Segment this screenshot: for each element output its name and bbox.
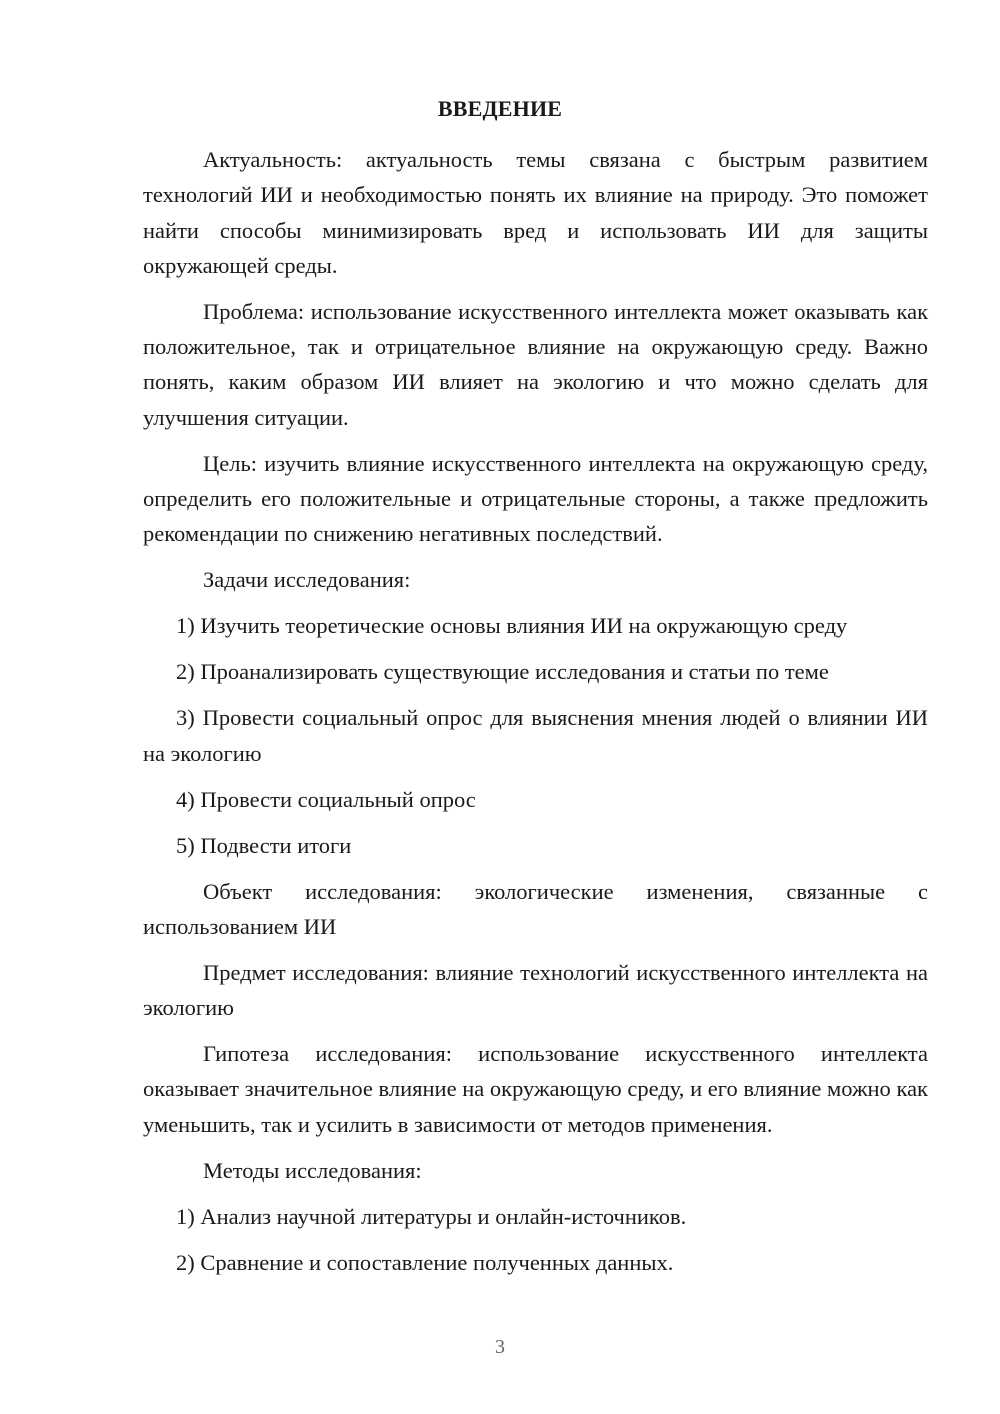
method-item: 2) Сравнение и сопоставление полученных данных. [176, 1249, 674, 1275]
task-item: 4) Провести социальный опрос [176, 786, 476, 812]
paragraph-problem: Проблема: использование искусственного интеллекта может оказывать как положительное, так и отрицательное влияние на окружающую среду. Важно понять, каким образом ИИ влияет на экологию и что можно сделать для улучшения ситуации. [143, 298, 928, 430]
methods-heading: Методы исследования: [203, 1157, 422, 1183]
document-body [143, 142, 928, 1291]
task-item: 2) Проанализировать существующие исследования и статьи по теме [176, 659, 829, 685]
page-number: 3 [495, 1336, 505, 1358]
tasks-heading: Задачи исследования: [203, 567, 411, 593]
paragraph-object: Объект исследования: экологические изменения, связанные с использованием ИИ [143, 878, 928, 939]
task-item: 1) Изучить теоретические основы влияния ИИ на окружающую среду [176, 613, 848, 639]
paragraph-hypothesis: Гипотеза исследования: использование искусственного интеллекта оказывает значительное влияние на окружающую среду, и его влияние можно как уменьшить, так и усилить в зависимости от методов применения. [143, 1041, 928, 1137]
paragraph-relevance: Актуальность: актуальность темы связана с быстрым развитием технологий ИИ и необходимостью понять их влияние на природу. Это поможет найти способы минимизировать вред и использовать ИИ для защиты окружающей среды. [143, 147, 928, 278]
task-item: 5) Подвести итоги [176, 832, 352, 858]
page-title: ВВЕДЕНИЕ [437, 96, 563, 121]
paragraph-subject: Предмет исследования: влияние технологий искусственного интеллекта на экологию [143, 959, 928, 1021]
paragraph-goal: Цель: изучить влияние искусственного интеллекта на окружающую среду, определить его положительные и отрицательные стороны, а также предложить рекомендации по снижению негативных последствий. [143, 450, 928, 547]
task-item: 3) Провести социальный опрос для выяснения мнения людей о влиянии ИИ на экологию [143, 705, 928, 766]
method-item: 1) Анализ научной литературы и онлайн-источников. [176, 1203, 687, 1229]
